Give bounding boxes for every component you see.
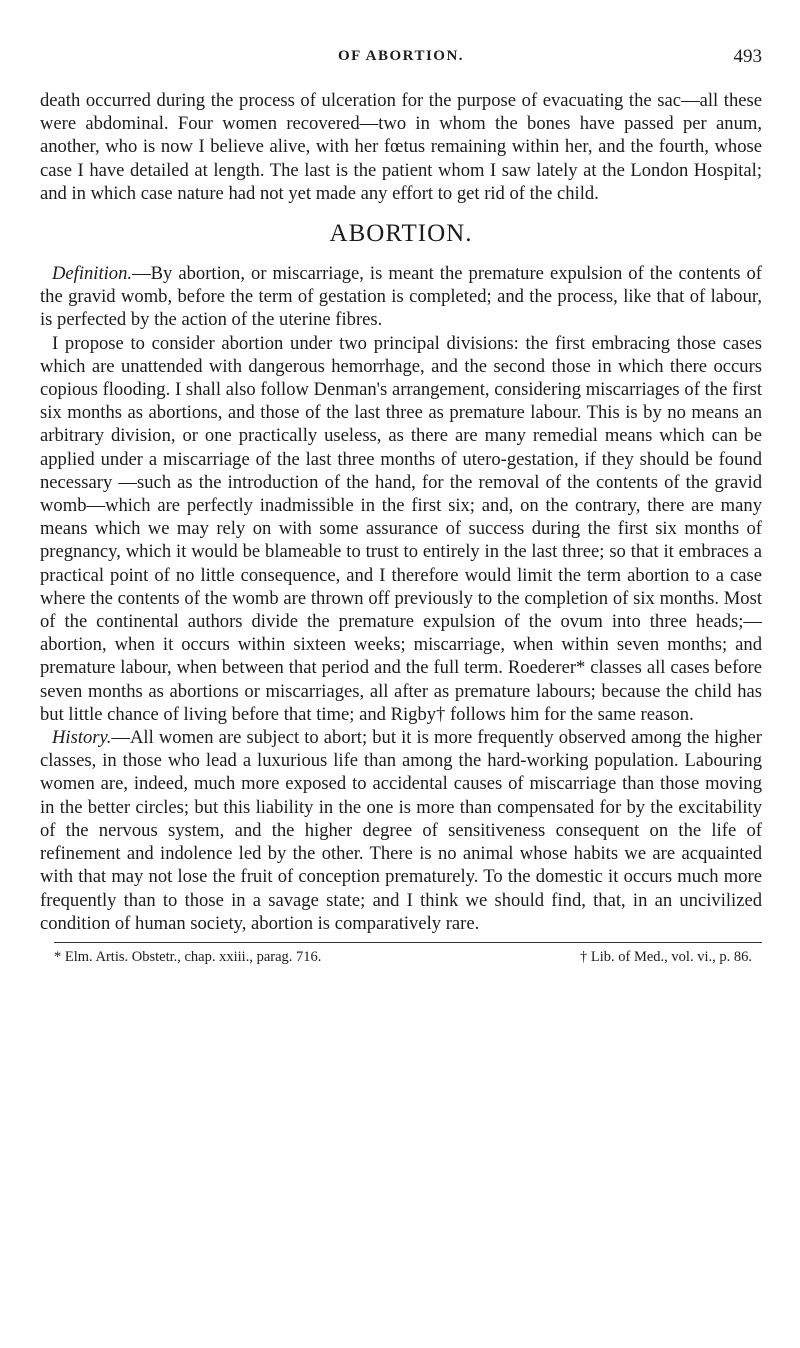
footnote-rigby: † Lib. of Med., vol. vi., p. 86. <box>580 948 752 965</box>
footnote-rule <box>54 942 762 943</box>
divisions-paragraph: I propose to consider abortion under two principal divisions: the first embracing those cases which are unattended with dangerous hemorrhage, and the second those in which there occurs copious flooding. I shall also follow Denman's arrangement, considering miscarriages of the first six months as abortions, and those of the last three as premature labour. This is by no means an arbitrary division, or one practically useless, as there are many remedial means which can be applied under a miscarriage of the last three months of utero-gestation, if they should be found necessary —such as the introduction of the hand, for the removal of the contents of the gravid womb—which are perfectly inadmissible in the first six; and, on the contrary, there are many means which we may rely on with some assurance of success during the first six months of pregnancy, which it would be blameable to trust to entirely in the last three; so that it embraces a practical point of no little consequence, and I therefore would limit the term abortion to a case where the contents of the womb are thrown off previously to the completion of six months. Most of the continental authors divide the premature expulsion of the ovum into three heads;—abortion, when it occurs within sixteen weeks; miscarriage, when within seven months; and premature labour, when between that period and the full term. Roederer* classes all cases before seven months as abortions or miscarriages, all after as premature labours; because the child has but little chance of living before that time; and Rigby† follows him for the same reason. <box>40 332 762 725</box>
definition-lead: Definition. <box>52 263 133 285</box>
definition-text: —By abortion, or miscarriage, is meant the premature expulsion of the contents of the gravid womb, before the term of gestation is completed; and the process, like that of labour, is perfected by the action of the uterine fibres. <box>40 263 762 331</box>
history-lead: History. <box>52 727 112 749</box>
page-number: 493 <box>733 46 762 67</box>
history-text: —All women are subject to abort; but it is more frequently observed among the higher classes, in those who lead a luxurious life than among the hard-working population. Labouring women are, indeed, much more exposed to accidental causes of miscarriage than those moving in the better circles; but this liability in the one is more than compensated for by the excitability of the nervous system, and the higher degree of sensitiveness consequent on the life of refinement and indolence led by the other. There is no animal whose habits we are acquainted with that may not lose the fruit of conception prematurely. To the domestic it occurs much more frequently than to those in a savage state; and I think we should find, that, in an uncivilized condition of human society, abortion is comparatively rare. <box>40 727 762 934</box>
footnotes <box>40 947 762 967</box>
running-head <box>40 46 762 76</box>
body-text <box>40 89 762 967</box>
section-heading: ABORTION. <box>329 220 473 248</box>
running-title: OF ABORTION. <box>337 48 465 64</box>
continuation-paragraph: death occurred during the process of ulceration for the purpose of evacuating the sac—all these were abdominal. Four women recovered—two in whom the bones have passed per anum, another, who is now I believe alive, with her fœtus remaining within her, and the fourth, whose case I have detailed at length. The last is the patient whom I saw lately at the London Hospital; and in which case nature had not yet made any effort to get rid of the child. <box>40 90 762 204</box>
history-paragraph <box>40 726 762 935</box>
definition-paragraph <box>40 262 762 332</box>
footnote-roederer: * Elm. Artis. Obstetr., chap. xxiii., parag. 716. <box>54 948 322 965</box>
